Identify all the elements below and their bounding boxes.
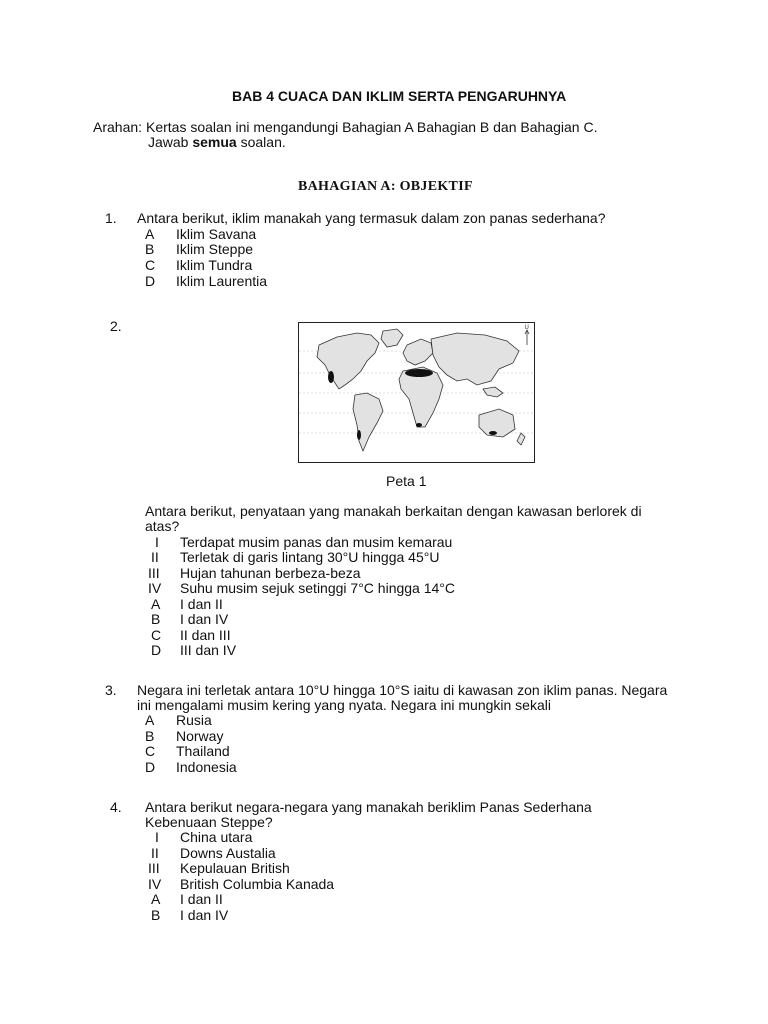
statement-key: I bbox=[155, 534, 159, 550]
option-text: Iklim Savana bbox=[176, 226, 257, 242]
question-text-line-1: Antara berikut negara-negara yang manakah beriklim Panas Sederhana bbox=[145, 799, 592, 815]
asia-shape bbox=[431, 333, 519, 385]
north-arrow-icon bbox=[525, 330, 529, 345]
map-caption: Peta 1 bbox=[386, 473, 427, 489]
statement-text: British Columbia Kanada bbox=[180, 876, 335, 892]
question-number: 1. bbox=[105, 210, 117, 226]
world-map-svg bbox=[299, 323, 534, 462]
arahan-label: Arahan: bbox=[93, 119, 143, 135]
option-key: B bbox=[145, 241, 155, 257]
option-text: Iklim Laurentia bbox=[176, 273, 268, 289]
statement-text: Downs Austalia bbox=[180, 845, 276, 861]
option-text: Thailand bbox=[176, 743, 230, 759]
australia-shape bbox=[479, 409, 515, 437]
statement-key: III bbox=[148, 565, 160, 581]
statement-key: I bbox=[155, 829, 159, 845]
statement-key: II bbox=[151, 845, 159, 861]
shaded-region-mediterranean bbox=[405, 369, 433, 377]
option-key: A bbox=[151, 891, 161, 907]
option-key: D bbox=[151, 642, 162, 658]
statement-text: Terdapat musim panas dan musim kemarau bbox=[180, 534, 453, 550]
shaded-region-chile bbox=[357, 430, 361, 440]
section-heading: BAHAGIAN A: OBJEKTIF bbox=[298, 179, 473, 194]
option-key: B bbox=[145, 728, 155, 744]
option-key: C bbox=[151, 627, 162, 643]
world-map-figure bbox=[298, 322, 535, 463]
statement-text: Kepulauan British bbox=[180, 860, 290, 876]
statement-text: Terletak di garis lintang 30°U hingga 45°U bbox=[180, 549, 440, 565]
question-text-line-1: Antara berikut, penyataan yang manakah berkaitan dengan kawasan berlorek di bbox=[145, 503, 642, 519]
shaded-region-south-africa bbox=[416, 423, 422, 427]
statement-key: III bbox=[148, 860, 160, 876]
option-text: I dan IV bbox=[180, 611, 229, 627]
arahan-line-2: Jawab semua soalan. bbox=[148, 134, 286, 150]
north-label: U bbox=[524, 325, 529, 331]
statement-text: Hujan tahunan berbeza-beza bbox=[180, 565, 361, 581]
option-key: C bbox=[145, 743, 156, 759]
se-asia-islands-shape bbox=[483, 387, 503, 397]
question-number: 2. bbox=[110, 318, 122, 334]
south-america-shape bbox=[353, 393, 383, 451]
option-key: D bbox=[145, 273, 156, 289]
statement-text: China utara bbox=[180, 829, 253, 845]
option-key: A bbox=[145, 226, 155, 242]
shaded-region-california bbox=[328, 371, 334, 383]
option-text: Iklim Tundra bbox=[176, 257, 253, 273]
option-key: A bbox=[145, 712, 155, 728]
statement-key: IV bbox=[148, 876, 162, 892]
question-text: Antara berikut, iklim manakah yang termasuk dalam zon panas sederhana? bbox=[137, 210, 606, 226]
option-text: I dan II bbox=[180, 891, 223, 907]
option-text: I dan IV bbox=[180, 907, 229, 923]
question-number: 3. bbox=[105, 682, 117, 698]
question-text-line-1: Negara ini terletak antara 10°U hingga 10°S iaitu di kawasan zon iklim panas. Negara bbox=[137, 682, 668, 698]
statement-key: IV bbox=[148, 580, 162, 596]
page-title: BAB 4 CUACA DAN IKLIM SERTA PENGARUHNYA bbox=[232, 88, 567, 104]
option-key: B bbox=[151, 611, 161, 627]
arahan-line-1: Kertas soalan ini mengandungi Bahagian A Bahagian B dan Bahagian C. bbox=[146, 119, 598, 135]
europe-shape bbox=[403, 339, 433, 365]
arahan-emphasis: semua bbox=[192, 134, 237, 150]
question-text-line-2: atas? bbox=[145, 518, 180, 534]
greenland-shape bbox=[381, 329, 403, 347]
option-key: C bbox=[145, 257, 156, 273]
option-text: Iklim Steppe bbox=[176, 241, 254, 257]
option-key: D bbox=[145, 759, 156, 775]
north-america-shape bbox=[317, 333, 379, 389]
option-text: Rusia bbox=[176, 712, 212, 728]
option-text: I dan II bbox=[180, 596, 223, 612]
option-text: Indonesia bbox=[176, 759, 237, 775]
option-key: A bbox=[151, 596, 161, 612]
option-text: II dan III bbox=[180, 627, 231, 643]
statement-key: II bbox=[151, 549, 159, 565]
question-text-line-2: ini mengalami musim kering yang nyata. Negara ini mungkin sekali bbox=[137, 697, 551, 713]
statement-text: Suhu musim sejuk setinggi 7°C hingga 14°C bbox=[180, 580, 456, 596]
option-text: III dan IV bbox=[180, 642, 237, 658]
new-zealand-shape bbox=[517, 433, 525, 445]
question-text-line-2: Kebenuaan Steppe? bbox=[145, 814, 273, 830]
option-text: Norway bbox=[176, 728, 224, 744]
option-key: B bbox=[151, 907, 161, 923]
shaded-region-south-australia bbox=[489, 431, 497, 435]
question-number: 4. bbox=[110, 799, 122, 815]
